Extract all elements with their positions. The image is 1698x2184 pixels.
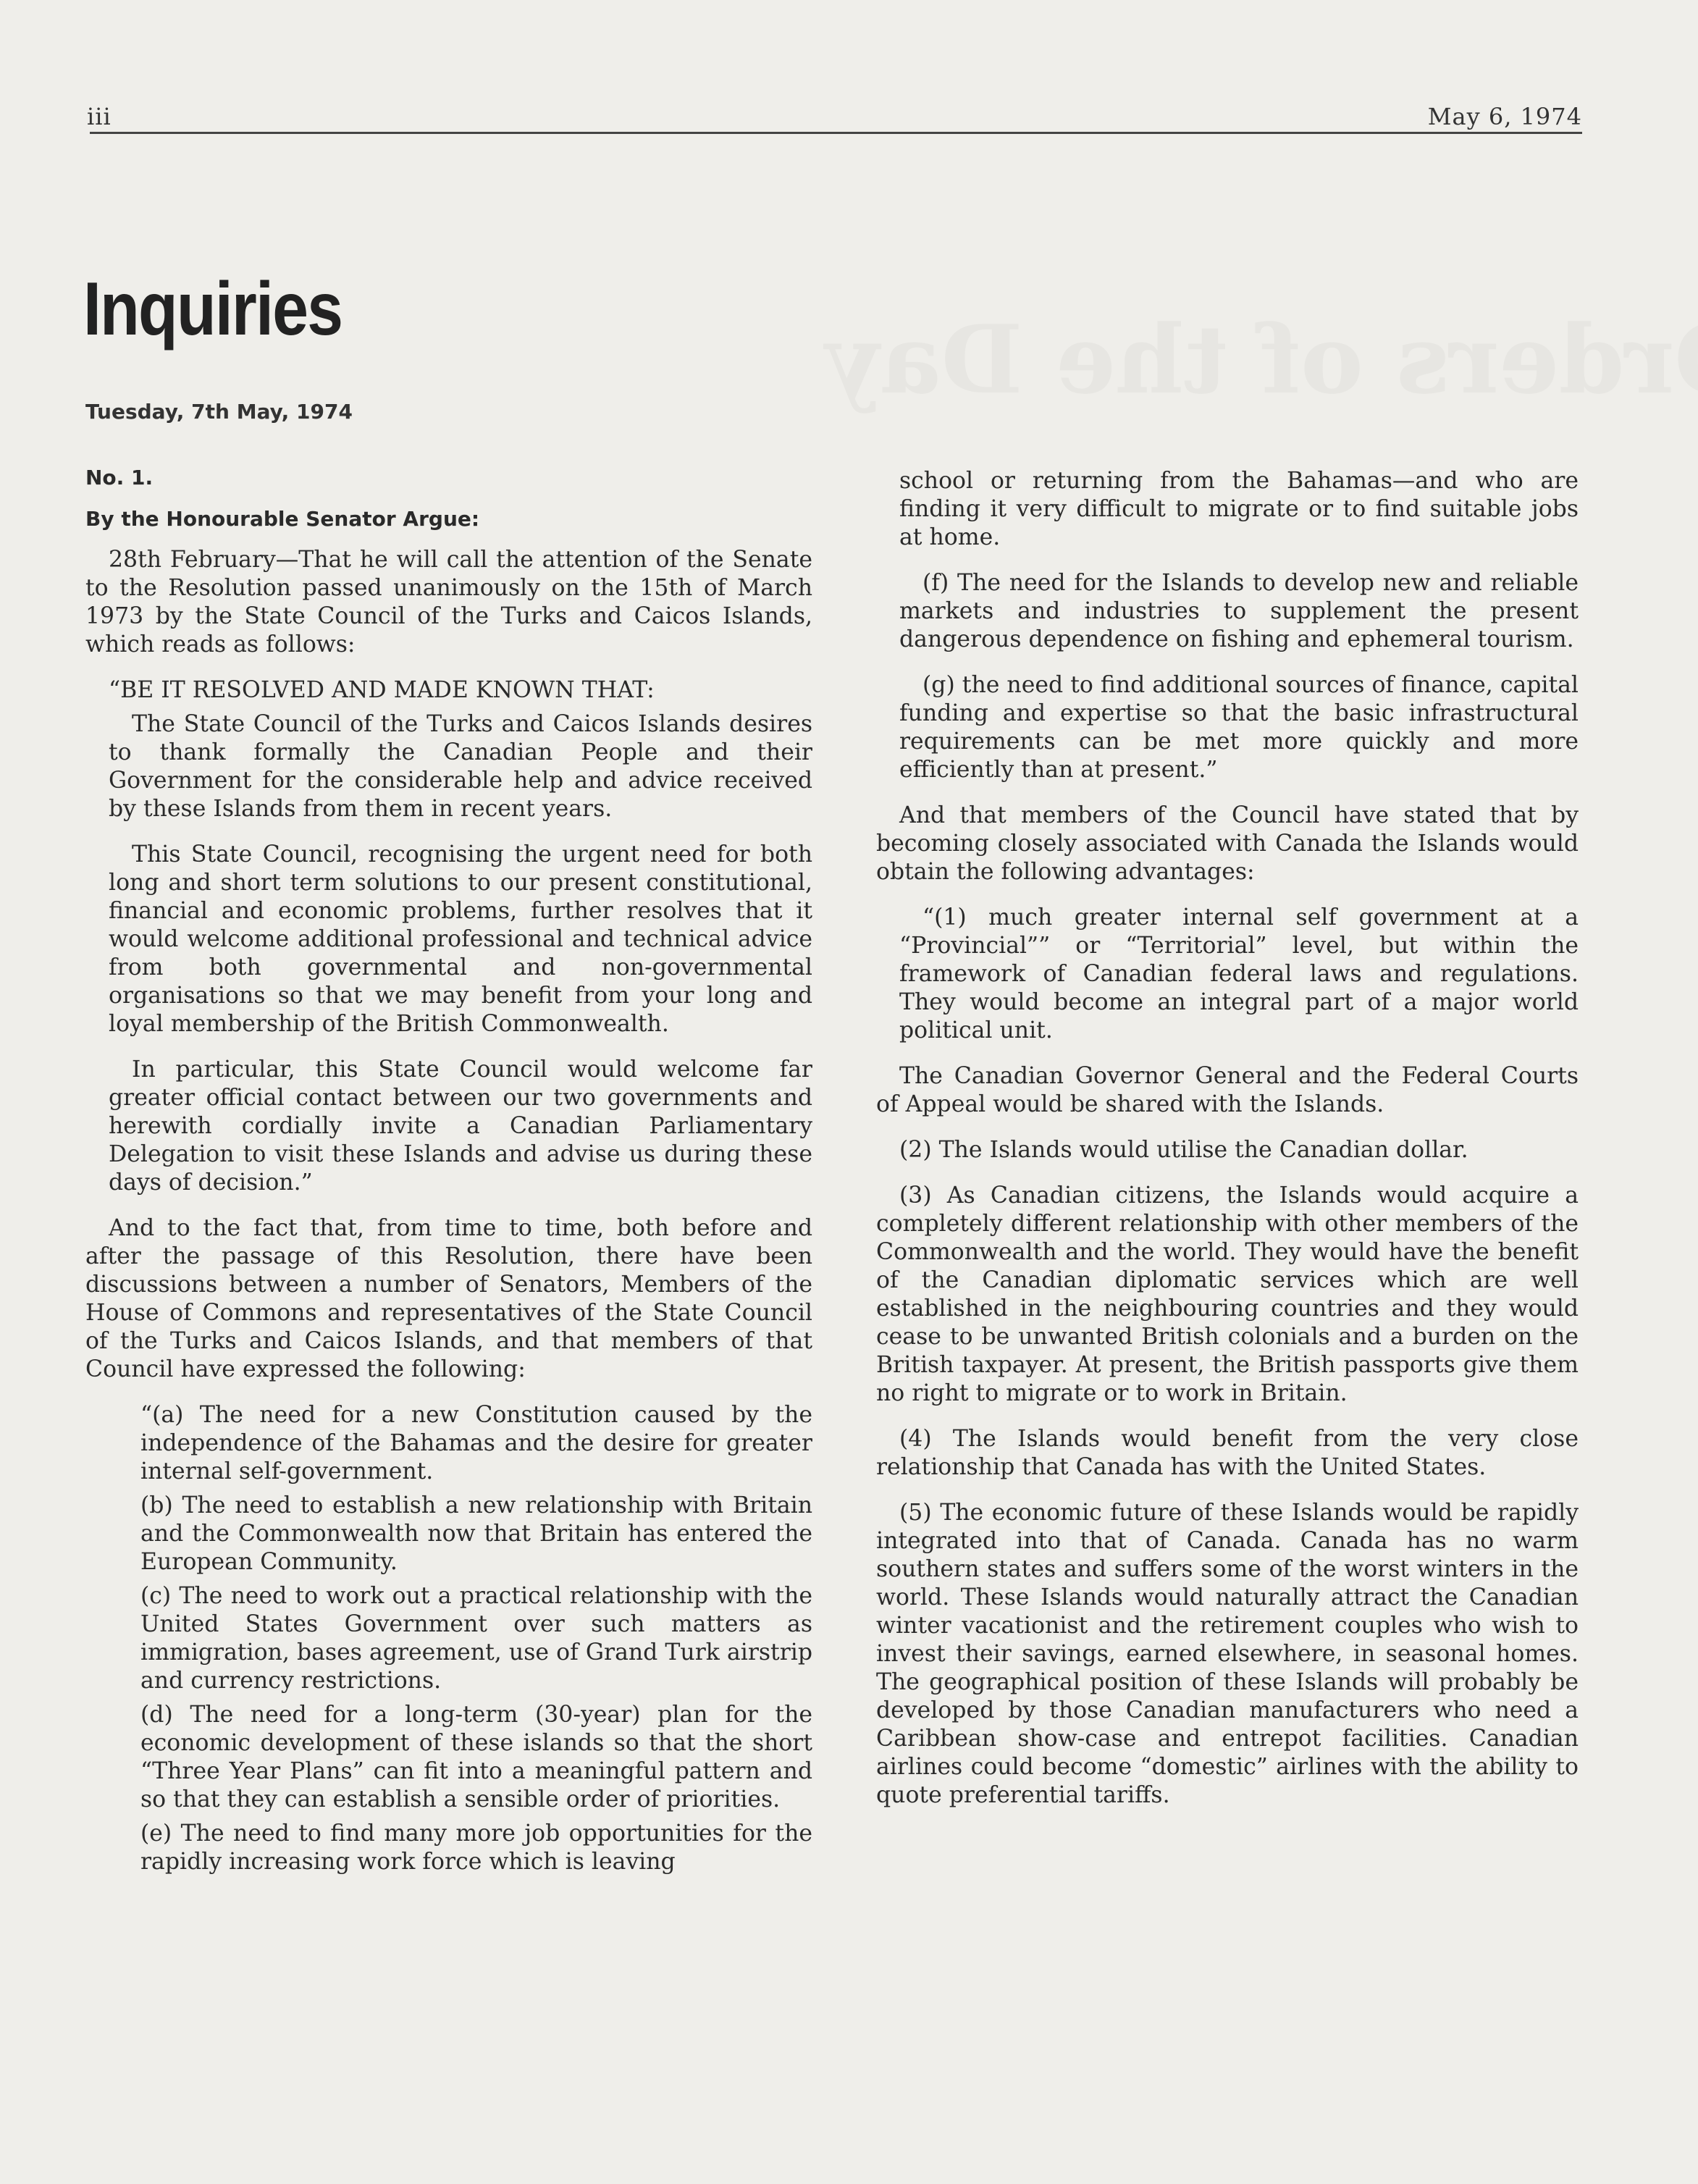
- page-date: May 6, 1974: [1427, 103, 1582, 130]
- item-f: (f) The need for the Islands to develop new and reliable markets and industries to supplement the present dangerous dependence on fishing and ephemeral tourism.: [899, 570, 1579, 652]
- inquiry-number: No. 1.: [85, 466, 154, 490]
- advantage-5: (5) The economic future of these Islands would be rapidly integrated into that of Canada. Canada has no warm southern states and suffers some of the worst winters in the world. These Islands would naturally attract the Canadian winter vacationist and the retirement couples who wish to invest their savings, earned elsewhere, in seasonal homes. The geographical position of these Islands will probably be developed by those Canadian manufacturers who need a Caribbean show-case and entrepot facilities. Canadian airlines could become “domestic” airlines with the ability to quote preferential tariffs.: [876, 1500, 1579, 1808]
- senator-byline: By the Honourable Senator Argue:: [85, 507, 480, 531]
- page-number: iii: [87, 103, 112, 130]
- resolution-paragraph-1: The State Council of the Turks and Caicos Islands desires to thank formally the Canadian People and their Government for the considerable help and advice received by these Islands from them in recent years.: [109, 711, 812, 822]
- advantage-1-continued: The Canadian Governor General and the Federal Courts of Appeal would be shared with the Islands.: [876, 1063, 1579, 1117]
- resolution-paragraph-3: In particular, this State Council would welcome far greater official contact between our two governments and herewith cordially invite a Canadian Parliamentary Delegation to visit these Islands and advise us during these days of decision.”: [109, 1057, 812, 1196]
- advantage-2: (2) The Islands would utilise the Canadian dollar.: [899, 1137, 1468, 1163]
- resolution-paragraph-2: This State Council, recognising the urgent need for both long and short term solutions to our present constitutional, financial and economic problems, further resolves that it would welcome additional professional and technical advice from both governmental and non-governmental organisations so that we may benefit from your long and loyal membership of the British Commonwealth.: [109, 841, 812, 1037]
- bleed-through-text: [825, 304, 1698, 415]
- left-column: [85, 463, 812, 1882]
- page-title: Inquiries: [83, 267, 342, 351]
- item-c: (c) The need to work out a practical relationship with the United States Government over such matters as immigration, bases agreement, use of Grand Turk airstrip and currency restrictions.: [140, 1583, 812, 1694]
- item-d: (d) The need for a long-term (30-year) plan for the economic development of these islands so that the short “Three Year Plans” can fit into a meaningful pattern and so that they can establish a sensible order of priorities.: [140, 1702, 812, 1813]
- advantage-4: (4) The Islands would benefit from the very close relationship that Canada has with the United States.: [876, 1426, 1579, 1480]
- followup-paragraph: And to the fact that, from time to time, both before and after the passage of this Resolution, there have been discussions between a number of Senators, Members of the House of Commons and representatives of the State Council of the Turks and Caicos Islands, and that members of that Council have expressed the following:: [85, 1215, 812, 1382]
- right-column: [876, 467, 1579, 1827]
- resolution-heading: “BE IT RESOLVED AND MADE KNOWN THAT:: [109, 677, 655, 703]
- intro-paragraph: 28th February—That he will call the attention of the Senate to the Resolution passed unanimously on the 15th of March 1973 by the State Council of the Turks and Caicos Islands, which reads as follows:: [85, 547, 812, 658]
- item-g: (g) the need to find additional sources of finance, capital funding and expertise so that the basic infrastructural requirements can be met more quickly and more efficiently than at present.”: [899, 672, 1579, 783]
- dateline: Tuesday, 7th May, 1974: [85, 400, 353, 424]
- advantage-1: “(1) much greater internal self government at a “Provincial”” or “Territorial” level, but within the framework of Canadian federal laws and regulations. They would become an integral part of a major world political unit.: [899, 904, 1579, 1043]
- item-e: (e) The need to find many more job opportunities for the rapidly increasing work force which is leaving: [140, 1820, 812, 1875]
- item-b: (b) The need to establish a new relationship with Britain and the Commonwealth now that Britain has entered the European Community.: [140, 1492, 812, 1575]
- header-rule: [90, 132, 1582, 134]
- item-e-continued: school or returning from the Bahamas—and who are finding it very difficult to migrate or to find suitable jobs at home.: [899, 468, 1579, 550]
- item-a: “(a) The need for a new Constitution caused by the independence of the Bahamas and the desire for greater internal self-government.: [140, 1402, 812, 1484]
- advantages-intro: And that members of the Council have stated that by becoming closely associated with Canada the Islands would obtain the following advantages:: [876, 802, 1579, 885]
- advantage-3: (3) As Canadian citizens, the Islands would acquire a completely different relationship with other members of the Commonwealth and the world. They would have the benefit of the Canadian diplomatic services which are well established in the neighbouring countries and they would cease to be unwanted British colonials and a burden on the British taxpayer. At present, the British passports give them no right to migrate or to work in Britain.: [876, 1183, 1579, 1406]
